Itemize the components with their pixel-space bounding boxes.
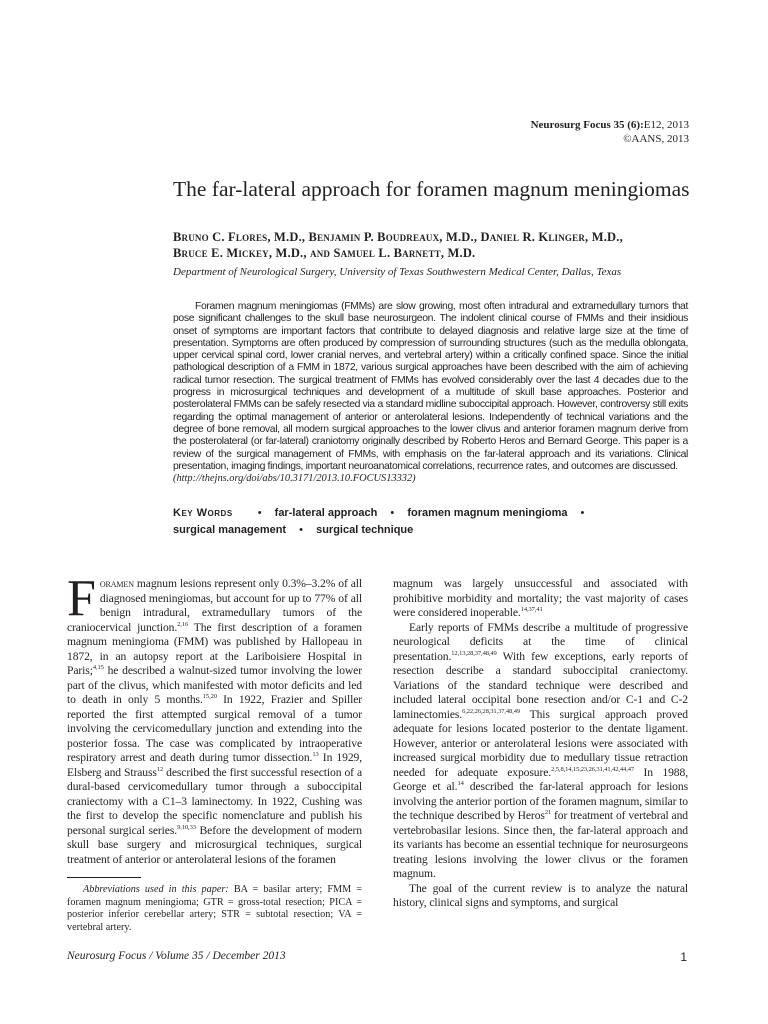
- reference[interactable]: 21: [544, 809, 552, 817]
- keyword: surgical management: [173, 524, 287, 536]
- article-title: The far-lateral approach for foramen magnum meningiomas: [173, 177, 690, 201]
- authors-line-1: Bruno C. Flores, M.D., Benjamin P. Boudreaux, M.D., Daniel R. Klinger, M.D.,: [173, 230, 623, 244]
- footnote-text: BA = basilar artery; FMM = foramen magnum meningioma; GTR = gross-total resection; PICA = posterior inferior cerebellar artery; STR = subtotal resection; VA = vertebral artery.: [67, 884, 362, 933]
- authors-line-2: Bruce E. Mickey, M.D., and Samuel L. Barnett, M.D.: [173, 246, 476, 260]
- keywords: [173, 505, 693, 539]
- abstract-text: Foramen magnum meningiomas (FMMs) are slow growing, most often intradural and extramedullary tumors that pose significant challenges to the skull base neurosurgeon. The indolent clinical course of FMMs and their insidious onset of symptoms are important factors that contribute to delayed diagnosis and relative large size at the time of presentation. Symptoms are often produced by compression of surrounding structures (such as the medulla oblongata, upper cervical spinal cord, lower cranial nerves, and vertebral artery) within a critically confined space. Since the initial pathological description of a FMM in 1872, various surgical approaches have been described with the aim of achieving radical tumor resection. The surgical treatment of FMMs has evolved considerably over the last 4 decades due to the progress in microsurgical techniques and development of a multitude of skull base approaches. Posterior and posterolateral FMMs can be safely resected via a standard midline suboccipital approach. However, controversy still exits regarding the optimal management of anterior or anterolateral lesions. Independently of technical variations and the degree of bone removal, all modern surgical approaches to the lower clivus and anterior foramen magnum derive from the posterolateral (or far-lateral) craniotomy originally described by Roberto Heros and Bernard George. This paper is a review of the surgical management of FMMs, with emphasis on the far-lateral approach and its variations. Clinical presentation, imaging findings, important neuroanatomical correlations, recurrence rates, and outcomes are discussed.: [173, 301, 688, 472]
- reference[interactable]: 13: [312, 751, 319, 759]
- body-paragraph: Foramen magnum lesions represent only 0.3%–3.2% of all diagnosed meningiomas, but account for up to 77% of all benign intradural, extramedullary tumors of the craniocervical junction.$^{2,16}$ The first description of a foramen magnum meningioma (FMM) was published by Hallopeau in 1872, in an autopsy report at the Lariboisiere Hospital in Paris;$^{4,15}$ he described a walnut-sized tumor involving the lower part of the clivus, which manifested with motor deficits and led to death in only 5 months.$^{15,20}$ In 1922, Frazier and Spiller reported the first attempted surgical removal of a tumor involving the cervicomedullary junction and extending into the posterior fossa. The case was complicated by intraoperative respiratory arrest and death during tumor dissection.$^{13}$ In 1929, Elsberg and Strauss$^{12}$ described the first successful resection of a dural-based cervicomedullary tumor through a suboccipital craniectomy with a C1–3 laminectomy. In 1922, Cushing was the first to develop the specific nomenclature and publish his personal surgical series.$^{9,10,33}$ Before the development of modern skull base surgery and microsurgical techniques, surgical treatment of anterior or anterolateral lesions of the foramen: [67, 570, 363, 866]
- bullet-icon: •: [299, 524, 304, 536]
- body-paragraph: The goal of the current review is to analyze the natural history, clinical signs and symptoms, and surgical: [393, 881, 688, 909]
- keyword: surgical technique: [316, 524, 414, 536]
- footer-journal-issue: Neurosurg Focus / Volume 35 / December 2013: [67, 950, 286, 962]
- footnote: [67, 884, 362, 934]
- affiliation: Department of Neurological Surgery, University of Texas Southwestern Medical Center, Dallas, Texas: [173, 266, 622, 278]
- doi-link[interactable]: (http://thejns.org/doi/abs/10.3171/2013.10.FOCUS13332): [173, 473, 416, 485]
- reference[interactable]: 12,13,28,37,48,49: [451, 649, 497, 657]
- reference[interactable]: 12: [156, 765, 164, 773]
- footnote-label: Abbreviations used in this paper:: [83, 884, 229, 895]
- bullet-icon: •: [390, 507, 395, 519]
- small-caps-lead: oramen: [99, 577, 134, 590]
- reference[interactable]: 9,10,33: [177, 823, 196, 831]
- reference[interactable]: 6,22,26,28,31,37,48,49: [462, 707, 521, 715]
- reference[interactable]: 14: [457, 780, 464, 788]
- bullet-icon: •: [257, 507, 262, 519]
- reference[interactable]: 2,5,8,14,15,23,26,31,41,42,44,47: [551, 765, 635, 773]
- journal-citation-name: Neurosurg Focus 35 (6):: [530, 119, 644, 131]
- drop-cap: F: [67, 570, 96, 627]
- bullet-icon: •: [580, 507, 585, 519]
- abstract: [173, 301, 688, 485]
- copyright: ©AANS, 2013: [623, 133, 689, 145]
- journal-citation: [531, 118, 689, 146]
- keywords-label: Key Words: [173, 507, 233, 519]
- reference[interactable]: 2,16: [177, 620, 189, 628]
- keyword: far-lateral approach: [274, 507, 378, 519]
- footnote-divider: [67, 877, 141, 878]
- body-paragraph: Early reports of FMMs describe a multitude of progressive neurological deficits at the time of clinical presentation.$^{12,13,28,37,48,49}$ With few exceptions, early reports of resection describe a standard suboccipital craniectomy. Variations of the standard technique were described and included lateral occipital bone resection and/or C-1 and C-2 laminectomies.$^{6,22,26,28,31,37,48,49}$ This surgical approach proved adequate for lesions located posterior to the dentate ligament. However, anterior or anterolateral lesions were associated with increased surgical morbidity due to medullary tissue retraction needed for adequate exposure.$^{2,5,8,14,15,23,26,31,41,42,44,47}$ In 1988, George et al.$^{14}$ described the far-lateral approach for lesions involving the anterior portion of the foramen magnum, similar to the technique described by Heros$^{21}$ for treatment of vertebral and vertebrobasilar lesions. Since then, the far-lateral approach and its variants has become an essential technique for neurosurgeons treating lesions involving the lower clivus or the foramen magnum.: [393, 620, 689, 880]
- body-paragraph: magnum was largely unsuccessful and associated with prohibitive morbidity and mortality; the vast majority of cases were considered inoperable.$^{14,37,41}$: [393, 577, 688, 619]
- reference[interactable]: 4,15: [92, 664, 104, 672]
- body-column-left: [67, 570, 363, 867]
- reference[interactable]: 15,20: [202, 693, 217, 701]
- keyword: foramen magnum meningioma: [407, 507, 568, 519]
- page-number: 1: [680, 950, 687, 964]
- body-column-right: [393, 577, 688, 911]
- journal-citation-suffix: E12, 2013: [643, 119, 689, 131]
- author-list: [173, 229, 703, 261]
- reference[interactable]: 14,37,41: [520, 606, 543, 614]
